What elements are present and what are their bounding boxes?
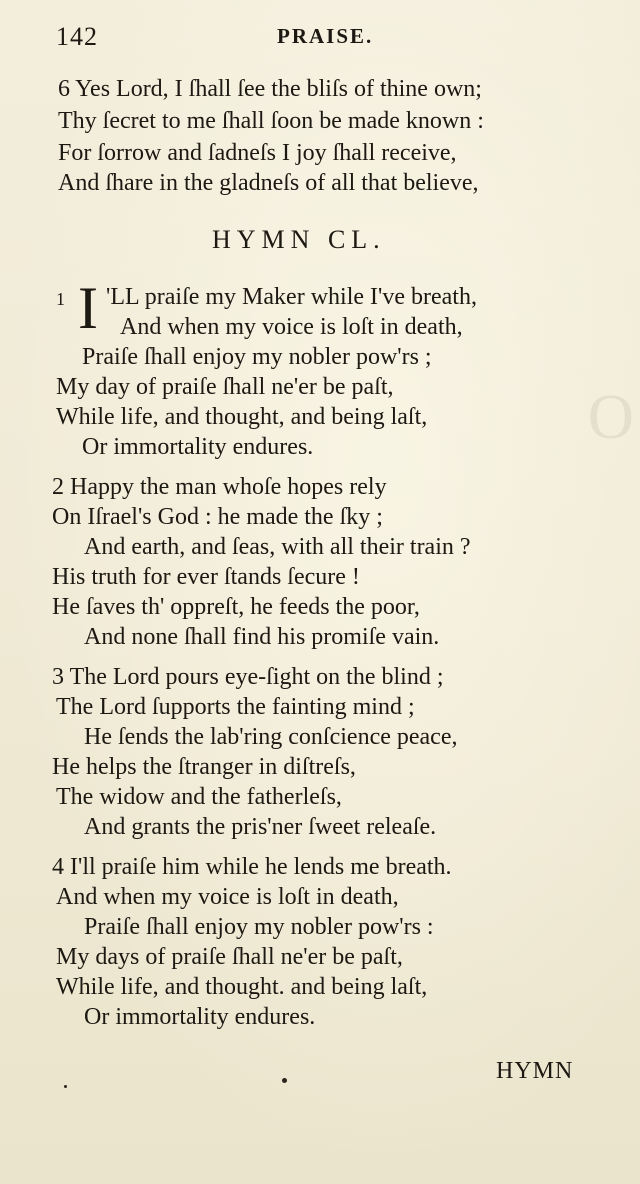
prev-verse-line: Thy ſecret to me ſhall ſoon be made known : xyxy=(58,108,484,134)
catchword: HYMN xyxy=(496,1058,574,1084)
prev-verse-line xyxy=(58,74,482,104)
stanza-text: Happy the man whoſe hopes rely xyxy=(70,474,387,500)
stanza-line: While life, and thought. and being laſt, xyxy=(56,974,428,1000)
ink-speck xyxy=(282,1078,287,1083)
stanza-number: 1 xyxy=(56,289,65,309)
stanza-line: He helps the ſtranger in diſtreſs, xyxy=(52,754,356,780)
stanza-line: On Iſrael's God : he made the ſky ; xyxy=(52,504,383,530)
stanza-line: And grants the pris'ner ſweet releaſe. xyxy=(84,814,437,840)
stanza-text: The Lord pours eye-ſight on the blind ; xyxy=(69,664,444,690)
stanza-line: And none ſhall find his promiſe vain. xyxy=(84,624,440,650)
stanza-text: I'll praiſe him while he lends me breath. xyxy=(70,854,452,880)
drop-cap: I xyxy=(78,275,98,341)
stanza-line: Praiſe ſhall enjoy my nobler pow'rs ; xyxy=(82,344,432,370)
stanza-line: He ſaves th' oppreſt, he feeds the poor, xyxy=(52,594,420,620)
stanza-number: 3 xyxy=(52,664,64,690)
stanza-line: He ſends the lab'ring conſcience peace, xyxy=(84,724,458,750)
stanza-line: The widow and the fatherleſs, xyxy=(56,784,342,810)
stanza-line: The Lord ſupports the fainting mind ; xyxy=(56,694,415,720)
prev-verse-line: For ſorrow and ſadneſs I joy ſhall receive, xyxy=(58,140,457,166)
verse-text: Yes Lord, I ſhall ſee the bliſs of thine own; xyxy=(75,76,482,102)
stanza-line: His truth for ever ſtands ſecure ! xyxy=(52,564,360,590)
stanza-line: And earth, and ſeas, with all their train ? xyxy=(84,534,471,560)
stanza-line: And when my voice is loſt in death, xyxy=(120,314,463,340)
stanza-line: 'LL praiſe my Maker while I've breath, xyxy=(106,284,477,310)
stanza-line xyxy=(52,472,387,502)
verse-number: 6 xyxy=(58,76,70,102)
prev-verse-line: And ſhare in the gladneſs of all that believe, xyxy=(58,170,479,196)
stanza-number: 2 xyxy=(52,474,64,500)
running-title: PRAISE. xyxy=(277,24,374,48)
show-through-mark: O xyxy=(587,381,634,452)
stanza-line: And when my voice is loſt in death, xyxy=(56,884,399,910)
stanza-line xyxy=(52,852,452,882)
ink-speck xyxy=(64,1085,67,1088)
page-number: 142 xyxy=(56,22,98,51)
stanza-line: Praiſe ſhall enjoy my nobler pow'rs : xyxy=(84,914,434,940)
stanza-line: My days of praiſe ſhall ne'er be paſt, xyxy=(56,944,403,970)
stanza-line: Or immortality endures. xyxy=(82,434,314,460)
stanza-line xyxy=(52,662,444,692)
hymn-title: HYMN CL. xyxy=(212,225,386,254)
stanza-number: 4 xyxy=(52,854,64,880)
stanza-line: My day of praiſe ſhall ne'er be paſt, xyxy=(56,374,394,400)
stanza-line: While life, and thought, and being laſt, xyxy=(56,404,428,430)
stanza-line: Or immortality endures. xyxy=(84,1004,316,1030)
